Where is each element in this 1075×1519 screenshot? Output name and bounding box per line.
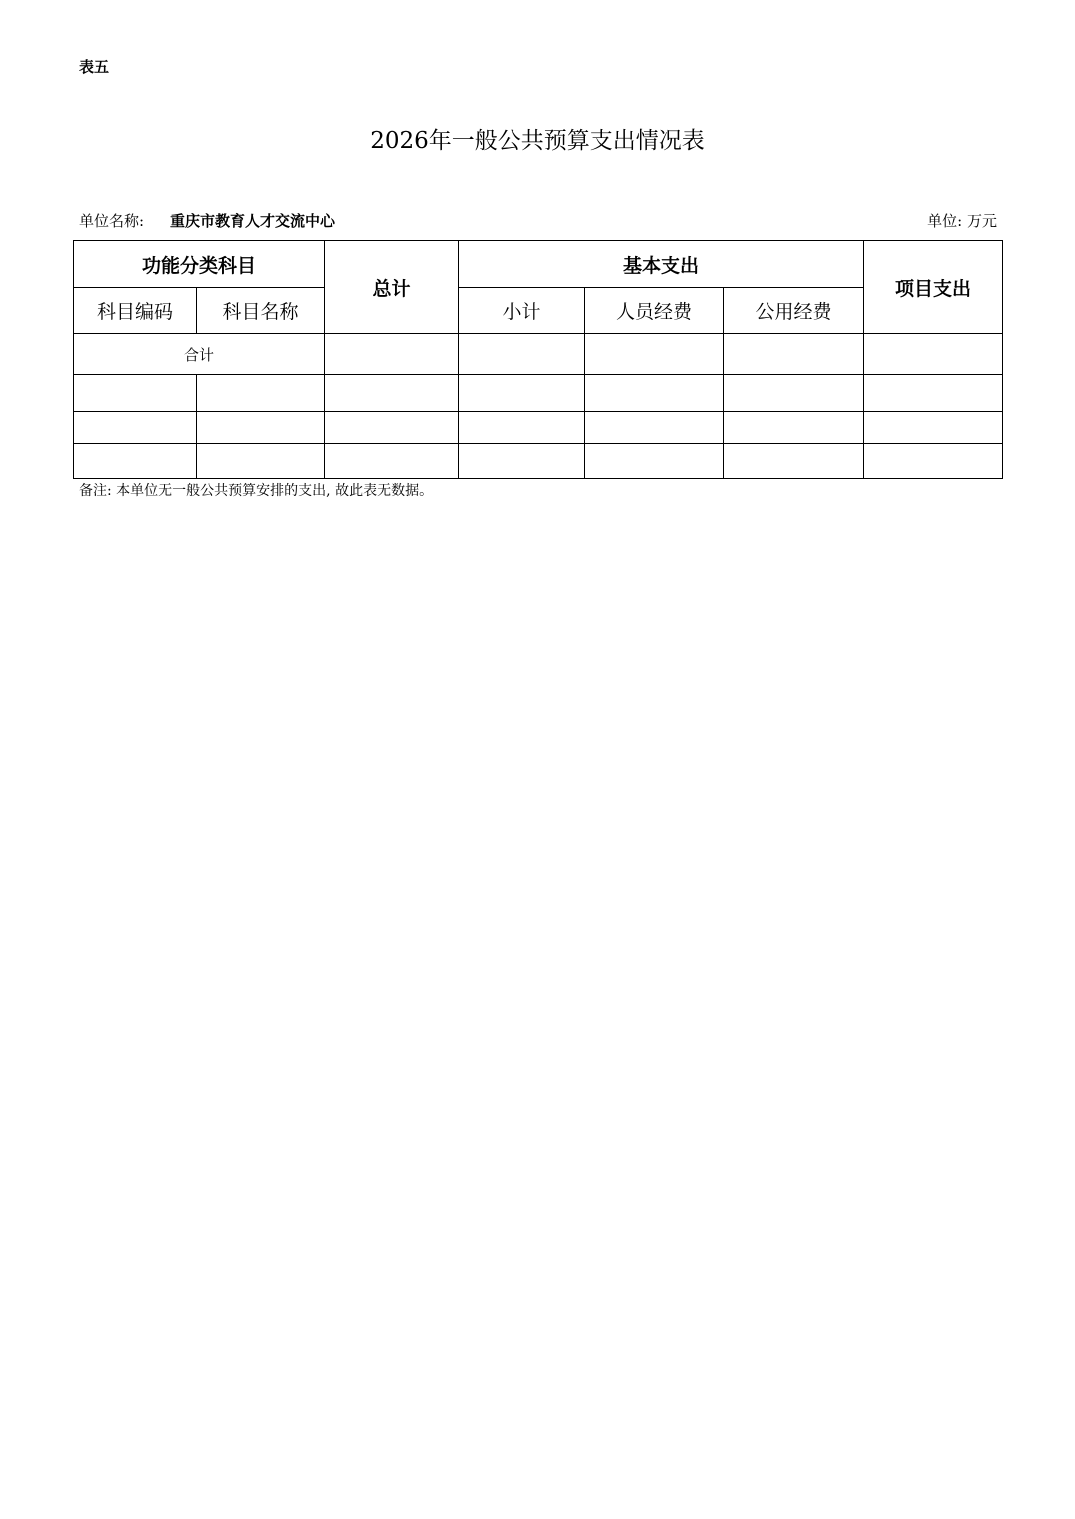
header-total: 总计 xyxy=(325,241,459,334)
table-cell xyxy=(197,412,325,444)
header-functional-category: 功能分类科目 xyxy=(74,241,325,288)
table-cell xyxy=(74,412,197,444)
header-subject-code: 科目编码 xyxy=(74,288,197,334)
org-name-value: 重庆市教育人才交流中心 xyxy=(170,212,336,230)
header-project-expenditure: 项目支出 xyxy=(864,241,1003,334)
table-header-row-2 xyxy=(74,288,1003,334)
table-cell xyxy=(197,444,325,479)
table-cell xyxy=(459,412,585,444)
table-cell xyxy=(459,444,585,479)
header-subject-name: 科目名称 xyxy=(197,288,325,334)
table-row xyxy=(74,444,1003,479)
total-row-label: 合计 xyxy=(74,334,325,375)
total-row-cell xyxy=(585,334,724,375)
table-row xyxy=(74,375,1003,412)
total-row xyxy=(74,334,1003,375)
remark-note: 备注: 本单位无一般公共预算安排的支出, 故此表无数据。 xyxy=(79,483,434,499)
table-cell xyxy=(864,375,1003,412)
document-title: 2026年一般公共预算支出情况表 xyxy=(370,128,705,154)
table-row xyxy=(74,412,1003,444)
table-cell xyxy=(325,375,459,412)
table-cell xyxy=(74,444,197,479)
currency-unit-label: 单位: 万元 xyxy=(927,212,997,230)
table-cell xyxy=(585,444,724,479)
total-row-cell xyxy=(325,334,459,375)
table-cell xyxy=(197,375,325,412)
table-cell xyxy=(724,375,864,412)
table-header-row-1 xyxy=(74,241,1003,288)
total-row-cell xyxy=(864,334,1003,375)
unit-info-row xyxy=(79,211,997,231)
total-row-cell xyxy=(459,334,585,375)
total-row-cell xyxy=(724,334,864,375)
table-cell xyxy=(325,412,459,444)
header-basic-expenditure: 基本支出 xyxy=(459,241,864,288)
header-public-expenses: 公用经费 xyxy=(724,288,864,334)
table-cell xyxy=(864,444,1003,479)
table-cell xyxy=(864,412,1003,444)
table-cell xyxy=(585,375,724,412)
table-cell xyxy=(585,412,724,444)
budget-expenditure-table xyxy=(73,240,1003,479)
table-cell xyxy=(325,444,459,479)
table-cell xyxy=(724,412,864,444)
table-cell xyxy=(724,444,864,479)
org-name-label: 单位名称: xyxy=(79,212,145,230)
header-personnel-expenses: 人员经费 xyxy=(585,288,724,334)
table-cell xyxy=(74,375,197,412)
table-number-label: 表五 xyxy=(79,58,110,76)
header-subtotal: 小计 xyxy=(459,288,585,334)
table-cell xyxy=(459,375,585,412)
